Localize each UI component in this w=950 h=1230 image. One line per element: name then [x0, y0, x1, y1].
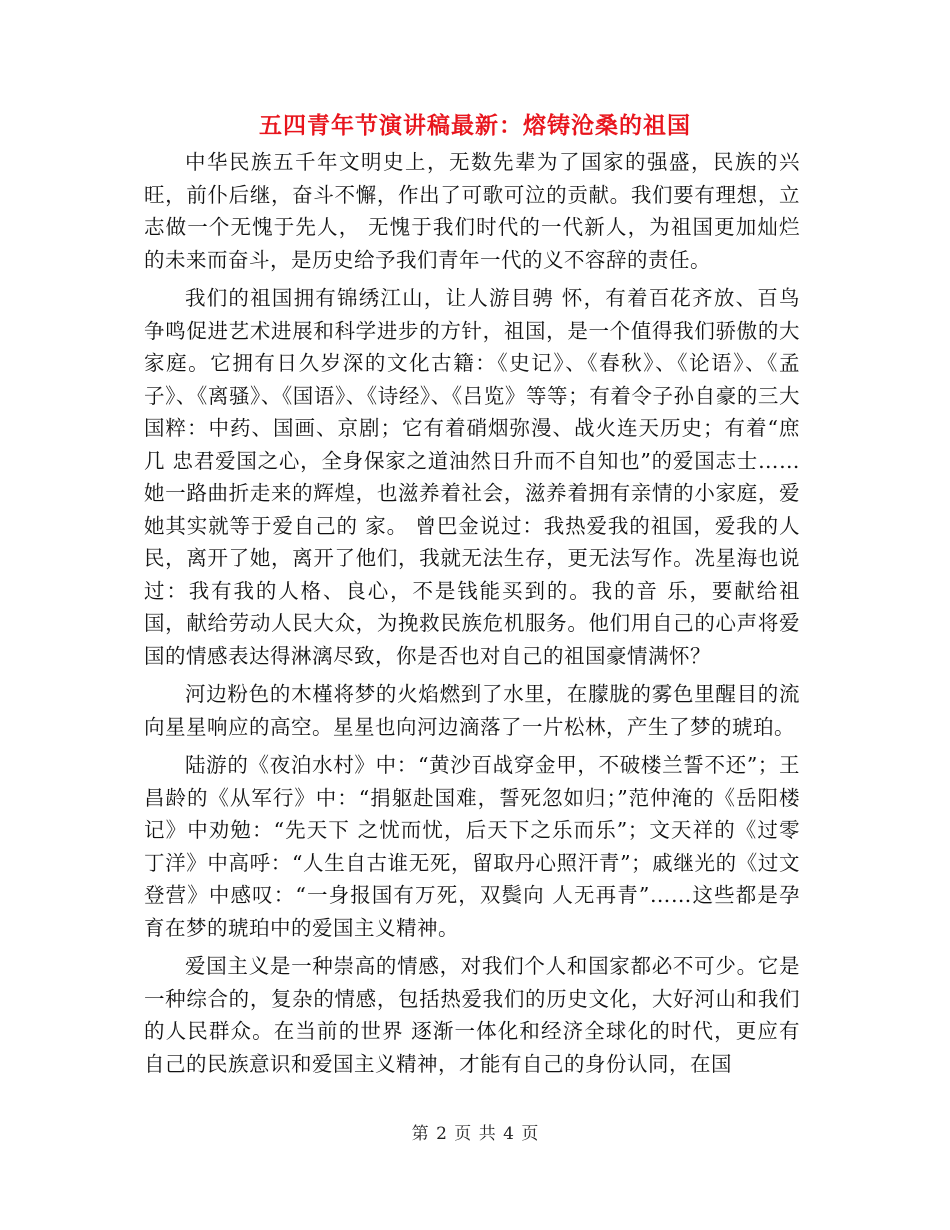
document-body: [144, 146, 800, 1086]
paragraph: 我们的祖国拥有锦绣江山，让人游目骋 怀，有着百花齐放、百鸟争鸣促进艺术进展和科学进步的方针，祖国，是一个值得我们骄傲的大家庭。它拥有日久岁深的文化古籍：《史记》、《春秋》、《论语》、《孟子》、《离骚》、《国语》、《诗经》、《吕览》等等；有着令子孙自豪的三大国粹：中药、国画、京剧；它有着硝烟弥漫、战火连天历史；有着“庶几 忠君爱国之心，全身保家之道油然日升而不自知也”的爱国志士……她一路曲折走来的辉煌，也滋养着社会，滋养着拥有亲情的小家庭，爱她其实就等于爱自己的 家。 曾巴金说过：我热爱我的祖国，爱我的人民，离开了她，离开了他们，我就无法生存，更无法写作。冼星海也说过：我有我的人格、良心，不是钱能买到的。我的音 乐，要献给祖国，献给劳动人民大众，为挽救民族危机服务。他们用自己的心声将爱国的情感表达得淋漓尽致，你是否也对自己的祖国豪情满怀？: [144, 286, 800, 668]
paragraph: 陆游的《夜泊水村》中：“黄沙百战穿金甲，不破楼兰誓不还”；王昌龄的《从军行》中：“捐躯赴国难，誓死忽如归；”范仲淹的《岳阳楼记》中劝勉：“先天下 之忧而忧，后天下之乐而乐”；文天祥的《过零丁洋》中高呼：“人生自古谁无死，留取丹心照汗青”；戚继光的《过文登营》中感叹：“一身报国有万死，双鬓向 人无再青”……这些都是孕育在梦的琥珀中的爱国主义精神。: [144, 753, 800, 940]
paragraph: 河边粉色的木槿将梦的火焰燃到了水里，在朦胧的雾色里醒目的流向星星响应的高空。星星也向河边滴落了一片松林，产生了梦的琥珀。: [144, 682, 800, 739]
paragraph: 中华民族五千年文明史上，无数先辈为了国家的强盛，民族的兴旺，前仆后继，奋斗不懈，作出了可歌可泣的贡献。我们要有理想，立志做一个无愧于先人， 无愧于我们时代的一代新人，为祖国更加灿烂的未来而奋斗，是历史给予我们青年一代的义不容辞的责任。: [144, 150, 800, 272]
document-title: 五四青年节演讲稿最新：熔铸沧桑的祖国: [259, 112, 691, 139]
paragraph: 爱国主义是一种崇高的情感，对我们个人和国家都必不可少。它是一种综合的，复杂的情感，包括热爱我们的历史文化，大好河山和我们的人民群众。在当前的世界 逐渐一体化和经济全球化的时代，更应有自己的民族意识和爱国主义精神，才能有自己的身份认同，在国: [144, 954, 800, 1076]
page-number-footer: 第 2 页 共 4 页: [411, 1124, 539, 1144]
